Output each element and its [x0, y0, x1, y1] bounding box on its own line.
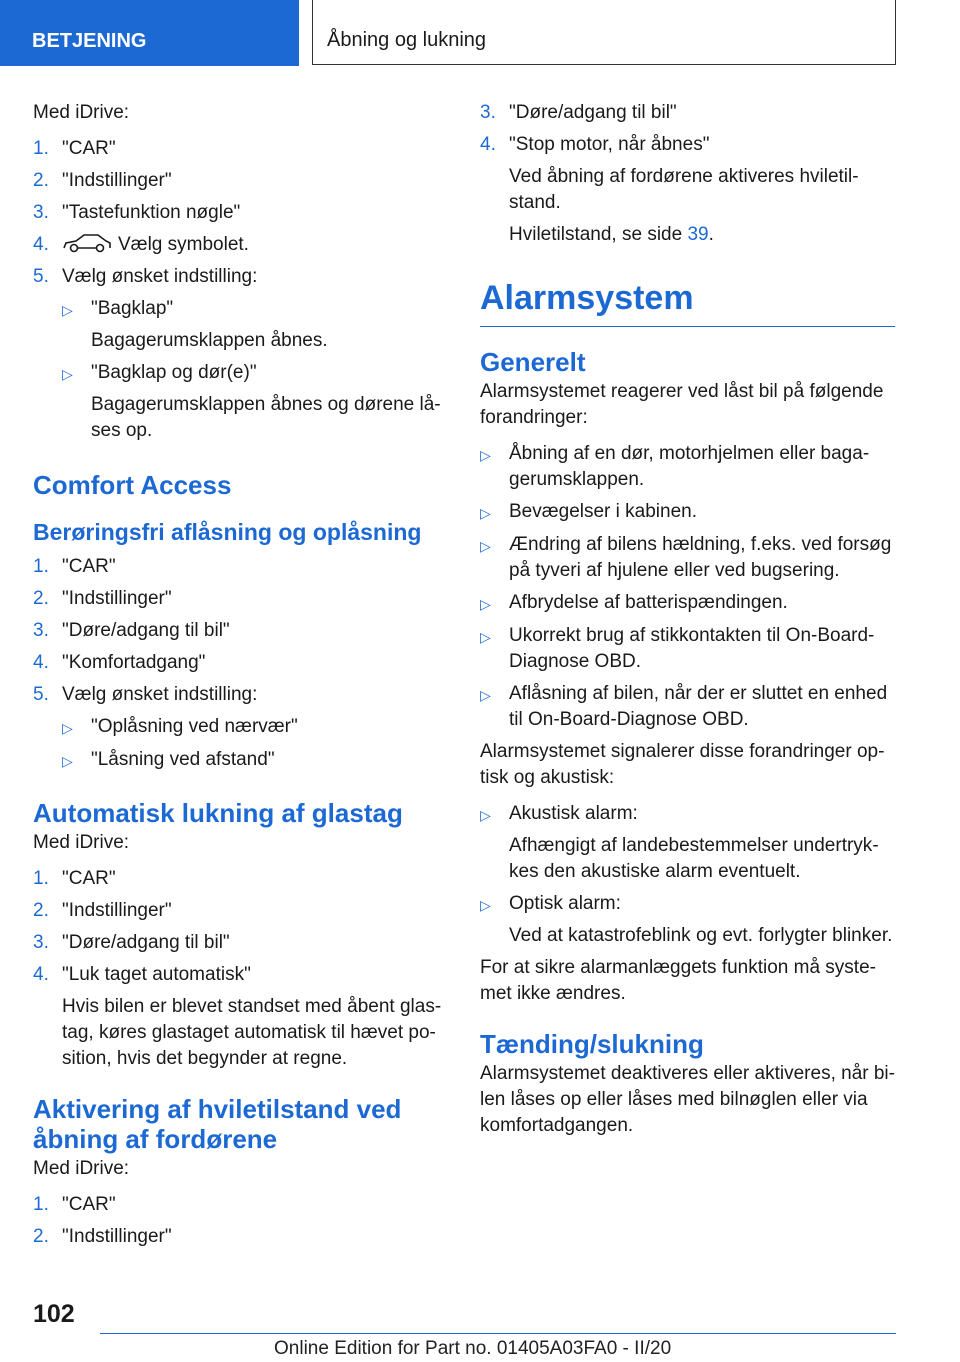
page-number: 102: [33, 1300, 75, 1328]
heading-on-off: Tænding/slukning: [480, 1029, 704, 1059]
chapter-header: [312, 0, 896, 65]
list-item: 1. "CAR": [33, 138, 116, 159]
bullet-item: ▷ Afbrydelse af batterispændingen.: [480, 590, 895, 617]
list-item: 4. "Luk taget automatisk" Hvis bilen er blevet standset med åbent glastag, køres glastaget automatisk til hævet position, hvis det begynder at regne.: [33, 964, 442, 1069]
chapter-title: Åbning og lukning: [327, 29, 487, 51]
list-item: 4. "Stop motor, når åbnes" Ved åbning af fordørene aktiveres hviletilstand. Hviletilstand, se side 39.: [480, 132, 895, 248]
list-item: 3. "Døre/adgang til bil": [480, 102, 677, 123]
bullet-item: ▷ Ukorrekt brug af stikkontakten til On-Board-Diagnose OBD.: [480, 623, 895, 675]
steps-list-rest-continued: [480, 100, 895, 248]
alarm-triggers-list: [480, 441, 895, 733]
list-item: 3. "Tastefunktion nøgle": [33, 202, 241, 223]
steps-list-key: [33, 136, 448, 290]
triangle-bullet-icon: ▷: [62, 366, 73, 382]
triangle-bullet-icon: ▷: [62, 720, 73, 736]
list-item: 4. Vælg symbolet.: [33, 234, 249, 255]
triangle-bullet-icon: ▷: [480, 687, 491, 703]
list-item: 2. "Indstillinger": [33, 1226, 172, 1247]
steps-list-glass: [33, 866, 448, 1072]
function-text: For at sikre alarmanlæggets funktion må systemet ikke ændres.: [480, 957, 876, 1004]
list-item: 2. "Indstillinger": [33, 588, 172, 609]
triangle-bullet-icon: ▷: [62, 753, 73, 769]
bullet-item: ▷ Åbning af en dør, motorhjelmen eller bagagerumsklappen.: [480, 441, 895, 493]
bullet-item: ▷ "Bagklap og dør(e)" Bagagerumsklappen åbnes og dørene låses op.: [62, 360, 448, 444]
bullet-item: ▷ "Låsning ved afstand": [62, 747, 448, 774]
heading-comfort-access: Comfort Access: [33, 470, 232, 500]
triangle-bullet-icon: ▷: [480, 505, 491, 521]
bullet-item: ▷ Akustisk alarm: Afhængigt af landebestemmelser undertrykkes den akustiske alarm eventuelt.: [480, 801, 895, 885]
heading-general: Generelt: [480, 347, 586, 377]
heading-rest-state: Aktivering af hviletilstand ved åbning af fordørene: [33, 1094, 402, 1154]
bullet-item: ▷ Aflåsning af bilen, når der er sluttet en enhed til On-Board-Diagnose OBD.: [480, 681, 895, 733]
triangle-bullet-icon: ▷: [480, 897, 491, 913]
cross-reference: Hviletilstand, se side 39.: [509, 224, 714, 245]
list-item: 3. "Døre/adgang til bil": [33, 932, 230, 953]
left-column: [33, 100, 448, 1256]
sub-list-options: [33, 296, 448, 444]
steps-list-comfort: [33, 554, 448, 708]
section-tab: [0, 0, 299, 66]
triangle-bullet-icon: ▷: [480, 596, 491, 612]
sub-list-comfort: [33, 714, 448, 774]
on-off-text: Alarmsystemet deaktiveres eller aktiveres, når bilen låses op eller låses med bilnøglen eller via komfortadgangen.: [480, 1063, 895, 1136]
bullet-item: ▷ "Oplåsning ved nærvær": [62, 714, 448, 741]
list-item: 2. "Indstillinger": [33, 170, 172, 191]
car-symbol-icon: [62, 232, 112, 254]
list-item: 5. Vælg ønsket indstilling:: [33, 266, 258, 287]
triangle-bullet-icon: ▷: [480, 807, 491, 823]
steps-list-rest: [33, 1192, 448, 1250]
signal-text: Alarmsystemet signalerer disse forandringer optisk og akustisk:: [480, 741, 885, 788]
bullet-item: ▷ Optisk alarm: Ved at katastrofeblink og evt. forlygter blinker.: [480, 891, 895, 949]
heading-auto-glass-roof: Automatisk lukning af glastag: [33, 798, 403, 828]
bullet-item: ▷ "Bagklap" Bagagerumsklappen åbnes.: [62, 296, 448, 354]
intro-text: Med iDrive:: [33, 832, 130, 853]
triangle-bullet-icon: ▷: [480, 629, 491, 645]
list-item: 2. "Indstillinger": [33, 900, 172, 921]
triangle-bullet-icon: ▷: [62, 302, 73, 318]
right-column: [480, 100, 895, 1149]
triangle-bullet-icon: ▷: [480, 538, 491, 554]
general-text: Alarmsystemet reagerer ved låst bil på følgende forandringer:: [480, 381, 884, 428]
footer-divider: [100, 1333, 896, 1334]
section-title: BETJENING: [32, 30, 147, 52]
heading-alarm-system: Alarmsystem: [480, 278, 895, 327]
page-link[interactable]: 39: [687, 224, 709, 245]
footer-edition: Online Edition for Part no. 01405A03FA0 - II/20: [274, 1338, 672, 1359]
bullet-item: ▷ Bevægelser i kabinen.: [480, 499, 895, 526]
list-item: 1. "CAR": [33, 556, 116, 577]
triangle-bullet-icon: ▷: [480, 447, 491, 463]
intro-text: Med iDrive:: [33, 1158, 130, 1179]
list-item: 4. "Komfortadgang": [33, 652, 206, 673]
list-item: 1. "CAR": [33, 1194, 116, 1215]
bullet-item: ▷ Ændring af bilens hældning, f.eks. ved forsøg på tyveri af hjulene eller ved bugsering.: [480, 532, 895, 584]
list-item: 5. Vælg ønsket indstilling:: [33, 684, 258, 705]
heading-touchless-locking: Berøringsfri aflåsning og oplåsning: [33, 519, 422, 545]
list-item: 3. "Døre/adgang til bil": [33, 620, 230, 641]
intro-text: Med iDrive:: [33, 102, 130, 123]
list-item: 1. "CAR": [33, 868, 116, 889]
alarm-signals-list: [480, 801, 895, 949]
